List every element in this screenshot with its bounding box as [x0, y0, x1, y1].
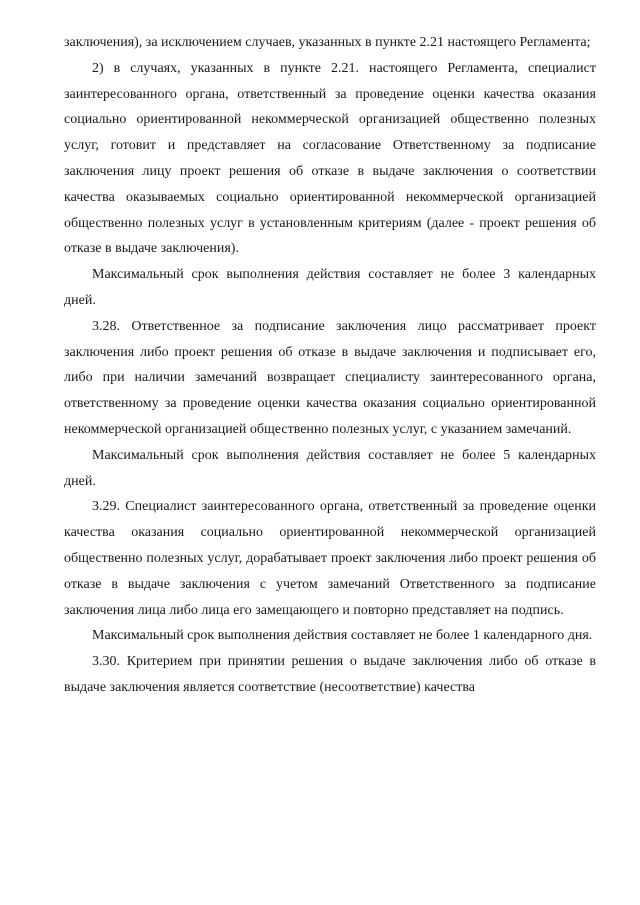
paragraph-3-30: 3.30. Критерием при принятии решения о выдаче заключения либо об отказе в выдаче заключения является соответствие (несоответствие) качества [64, 654, 596, 695]
paragraph-3-29: 3.29. Специалист заинтересованного органа, ответственный за проведение оценки качества оказания социально ориентированной некоммерческой организацией общественно полезных услуг, дорабатывает проект заключения либо проект решения об отказе в выдаче заключения с учетом замечаний Ответственного за подписание заключения лица либо лица его замещающего и повторно представляет на подпись. [64, 499, 596, 618]
paragraph-3-28: 3.28. Ответственное за подписание заключения лицо рассматривает проект заключения либо проект решения об отказе в выдаче заключения и подписывает его, либо при наличии замечаний возвращает специалисту заинтересованного органа, ответственному за проведение оценки качества оказания социально ориентированной некоммерческой организацией общественно полезных услуг, с указанием замечаний. [64, 318, 596, 437]
paragraph-continuation: заключения), за исключением случаев, указанных в пункте 2.21 настоящего Регламента; [64, 35, 591, 50]
paragraph-deadline-3-days: Максимальный срок выполнения действия составляет не более 3 календарных дней. [64, 267, 596, 308]
paragraph-item-2: 2) в случаях, указанных в пункте 2.21. настоящего Регламента, специалист заинтересованного органа, ответственный за проведение оценки качества оказания социально ориентированной некоммерческой организацией общественно полезных услуг, готовит и представляет на согласование Ответственному за подписание заключения лицу проект решения об отказе в выдаче заключения о соответствии качества оказываемых социально ориентированной некоммерческой организацией общественно полезных услуг в установленным критериям (далее - проект решения об отказе в выдаче заключения). [64, 60, 596, 257]
paragraph-deadline-5-days: Максимальный срок выполнения действия составляет не более 5 календарных дней. [64, 447, 596, 489]
paragraph-deadline-1-day: Максимальный срок выполнения действия составляет не более 1 календарного дня. [92, 628, 593, 644]
document-page [64, 30, 596, 701]
